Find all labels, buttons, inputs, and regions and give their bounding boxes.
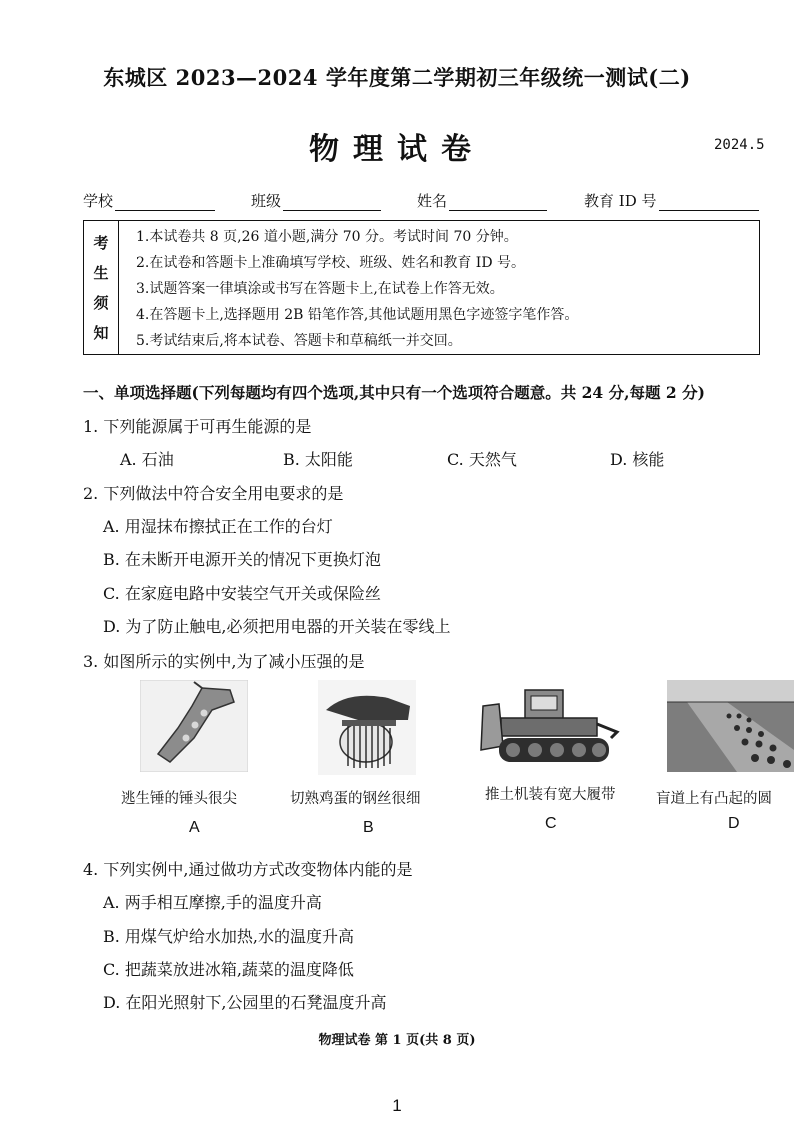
notice-side-char: 须	[93, 294, 109, 312]
figure-b-egg-slicer-image	[318, 680, 416, 775]
question-4-option-a[interactable]: A. 两手相互摩擦,手的温度升高	[103, 893, 322, 912]
field-school[interactable]	[83, 190, 215, 211]
notice-item: 4.在答题卡上,选择题用 2B 铅笔作答,其他试题用黑色字迹签字笔作答。	[136, 307, 579, 323]
exam-title: 东城区 2023—2024 学年度第二学期初三年级统一测试(二)	[103, 65, 691, 90]
field-edu-id-label: 教育 ID 号	[584, 192, 657, 210]
question-1-stem: 1. 下列能源属于可再生能源的是	[83, 417, 312, 436]
notice-side-label	[84, 221, 119, 354]
question-4-stem: 4. 下列实例中,通过做功方式改变物体内能的是	[83, 860, 413, 879]
figure-c-caption: 推土机装有宽大履带	[485, 787, 616, 803]
page-number: 1	[392, 1096, 402, 1115]
field-class[interactable]	[251, 190, 381, 211]
question-3-stem: 3. 如图所示的实例中,为了减小压强的是	[83, 652, 365, 671]
figure-d-letter[interactable]: D	[728, 815, 740, 832]
question-1-option-a[interactable]: A. 石油	[120, 450, 174, 469]
question-4-option-b[interactable]: B. 用煤气炉给水加热,水的温度升高	[103, 927, 355, 946]
section-heading: 一、单项选择题(下列每题均有四个选项,其中只有一个选项符合题意。共 24 分,每题 2 分)	[83, 383, 705, 402]
exam-date: 2024.5	[714, 137, 765, 153]
notice-side-char: 考	[93, 234, 109, 252]
figure-c-bulldozer-image	[479, 680, 623, 770]
notice-item: 5.考试结束后,将本试卷、答题卡和草稿纸一并交回。	[136, 333, 462, 349]
figure-b-letter[interactable]: B	[363, 819, 374, 836]
notice-item: 3.试题答案一律填涂或书写在答题卡上,在试卷上作答无效。	[136, 281, 504, 297]
question-2-stem: 2. 下列做法中符合安全用电要求的是	[83, 484, 344, 503]
figure-d-caption: 盲道上有凸起的圆	[656, 791, 772, 807]
figure-d-tactile-paving-image	[667, 680, 794, 772]
field-edu-id[interactable]	[584, 190, 759, 211]
field-school-line[interactable]	[115, 194, 215, 211]
exam-subtitle: 物理试卷	[309, 132, 485, 167]
notice-item: 2.在试卷和答题卡上准确填写学校、班级、姓名和教育 ID 号。	[136, 255, 526, 271]
field-name[interactable]	[417, 190, 547, 211]
field-name-label: 姓名	[417, 192, 448, 210]
field-class-line[interactable]	[283, 194, 381, 211]
notice-side-char: 知	[93, 324, 109, 342]
figure-a-caption: 逃生锤的锤头很尖	[121, 791, 237, 807]
exam-notice-box	[83, 220, 760, 355]
figure-c-letter[interactable]: C	[545, 815, 557, 832]
question-1-option-d[interactable]: D. 核能	[610, 450, 665, 469]
question-1-option-c[interactable]: C. 天然气	[447, 450, 517, 469]
notice-side-char: 生	[93, 264, 109, 282]
field-name-line[interactable]	[449, 194, 547, 211]
question-2-option-d[interactable]: D. 为了防止触电,必须把用电器的开关装在零线上	[103, 617, 451, 636]
field-edu-id-line[interactable]	[659, 194, 759, 211]
question-1-option-b[interactable]: B. 太阳能	[283, 450, 353, 469]
question-4-option-d[interactable]: D. 在阳光照射下,公园里的石凳温度升高	[103, 993, 387, 1012]
question-2-option-a[interactable]: A. 用湿抹布擦拭正在工作的台灯	[103, 517, 333, 536]
field-school-label: 学校	[83, 192, 114, 210]
figure-a-letter[interactable]: A	[189, 819, 200, 836]
question-4-option-c[interactable]: C. 把蔬菜放进冰箱,蔬菜的温度降低	[103, 960, 354, 979]
notice-items	[118, 221, 759, 354]
field-class-label: 班级	[251, 192, 282, 210]
page-footer: 物理试卷 第 1 页(共 8 页)	[318, 1033, 476, 1048]
question-2-option-c[interactable]: C. 在家庭电路中安装空气开关或保险丝	[103, 584, 381, 603]
figure-b-caption: 切熟鸡蛋的钢丝很细	[290, 791, 421, 807]
figure-a-escape-hammer-image	[140, 680, 248, 772]
notice-item: 1.本试卷共 8 页,26 道小题,满分 70 分。考试时间 70 分钟。	[136, 229, 518, 245]
question-2-option-b[interactable]: B. 在未断开电源开关的情况下更换灯泡	[103, 550, 381, 569]
